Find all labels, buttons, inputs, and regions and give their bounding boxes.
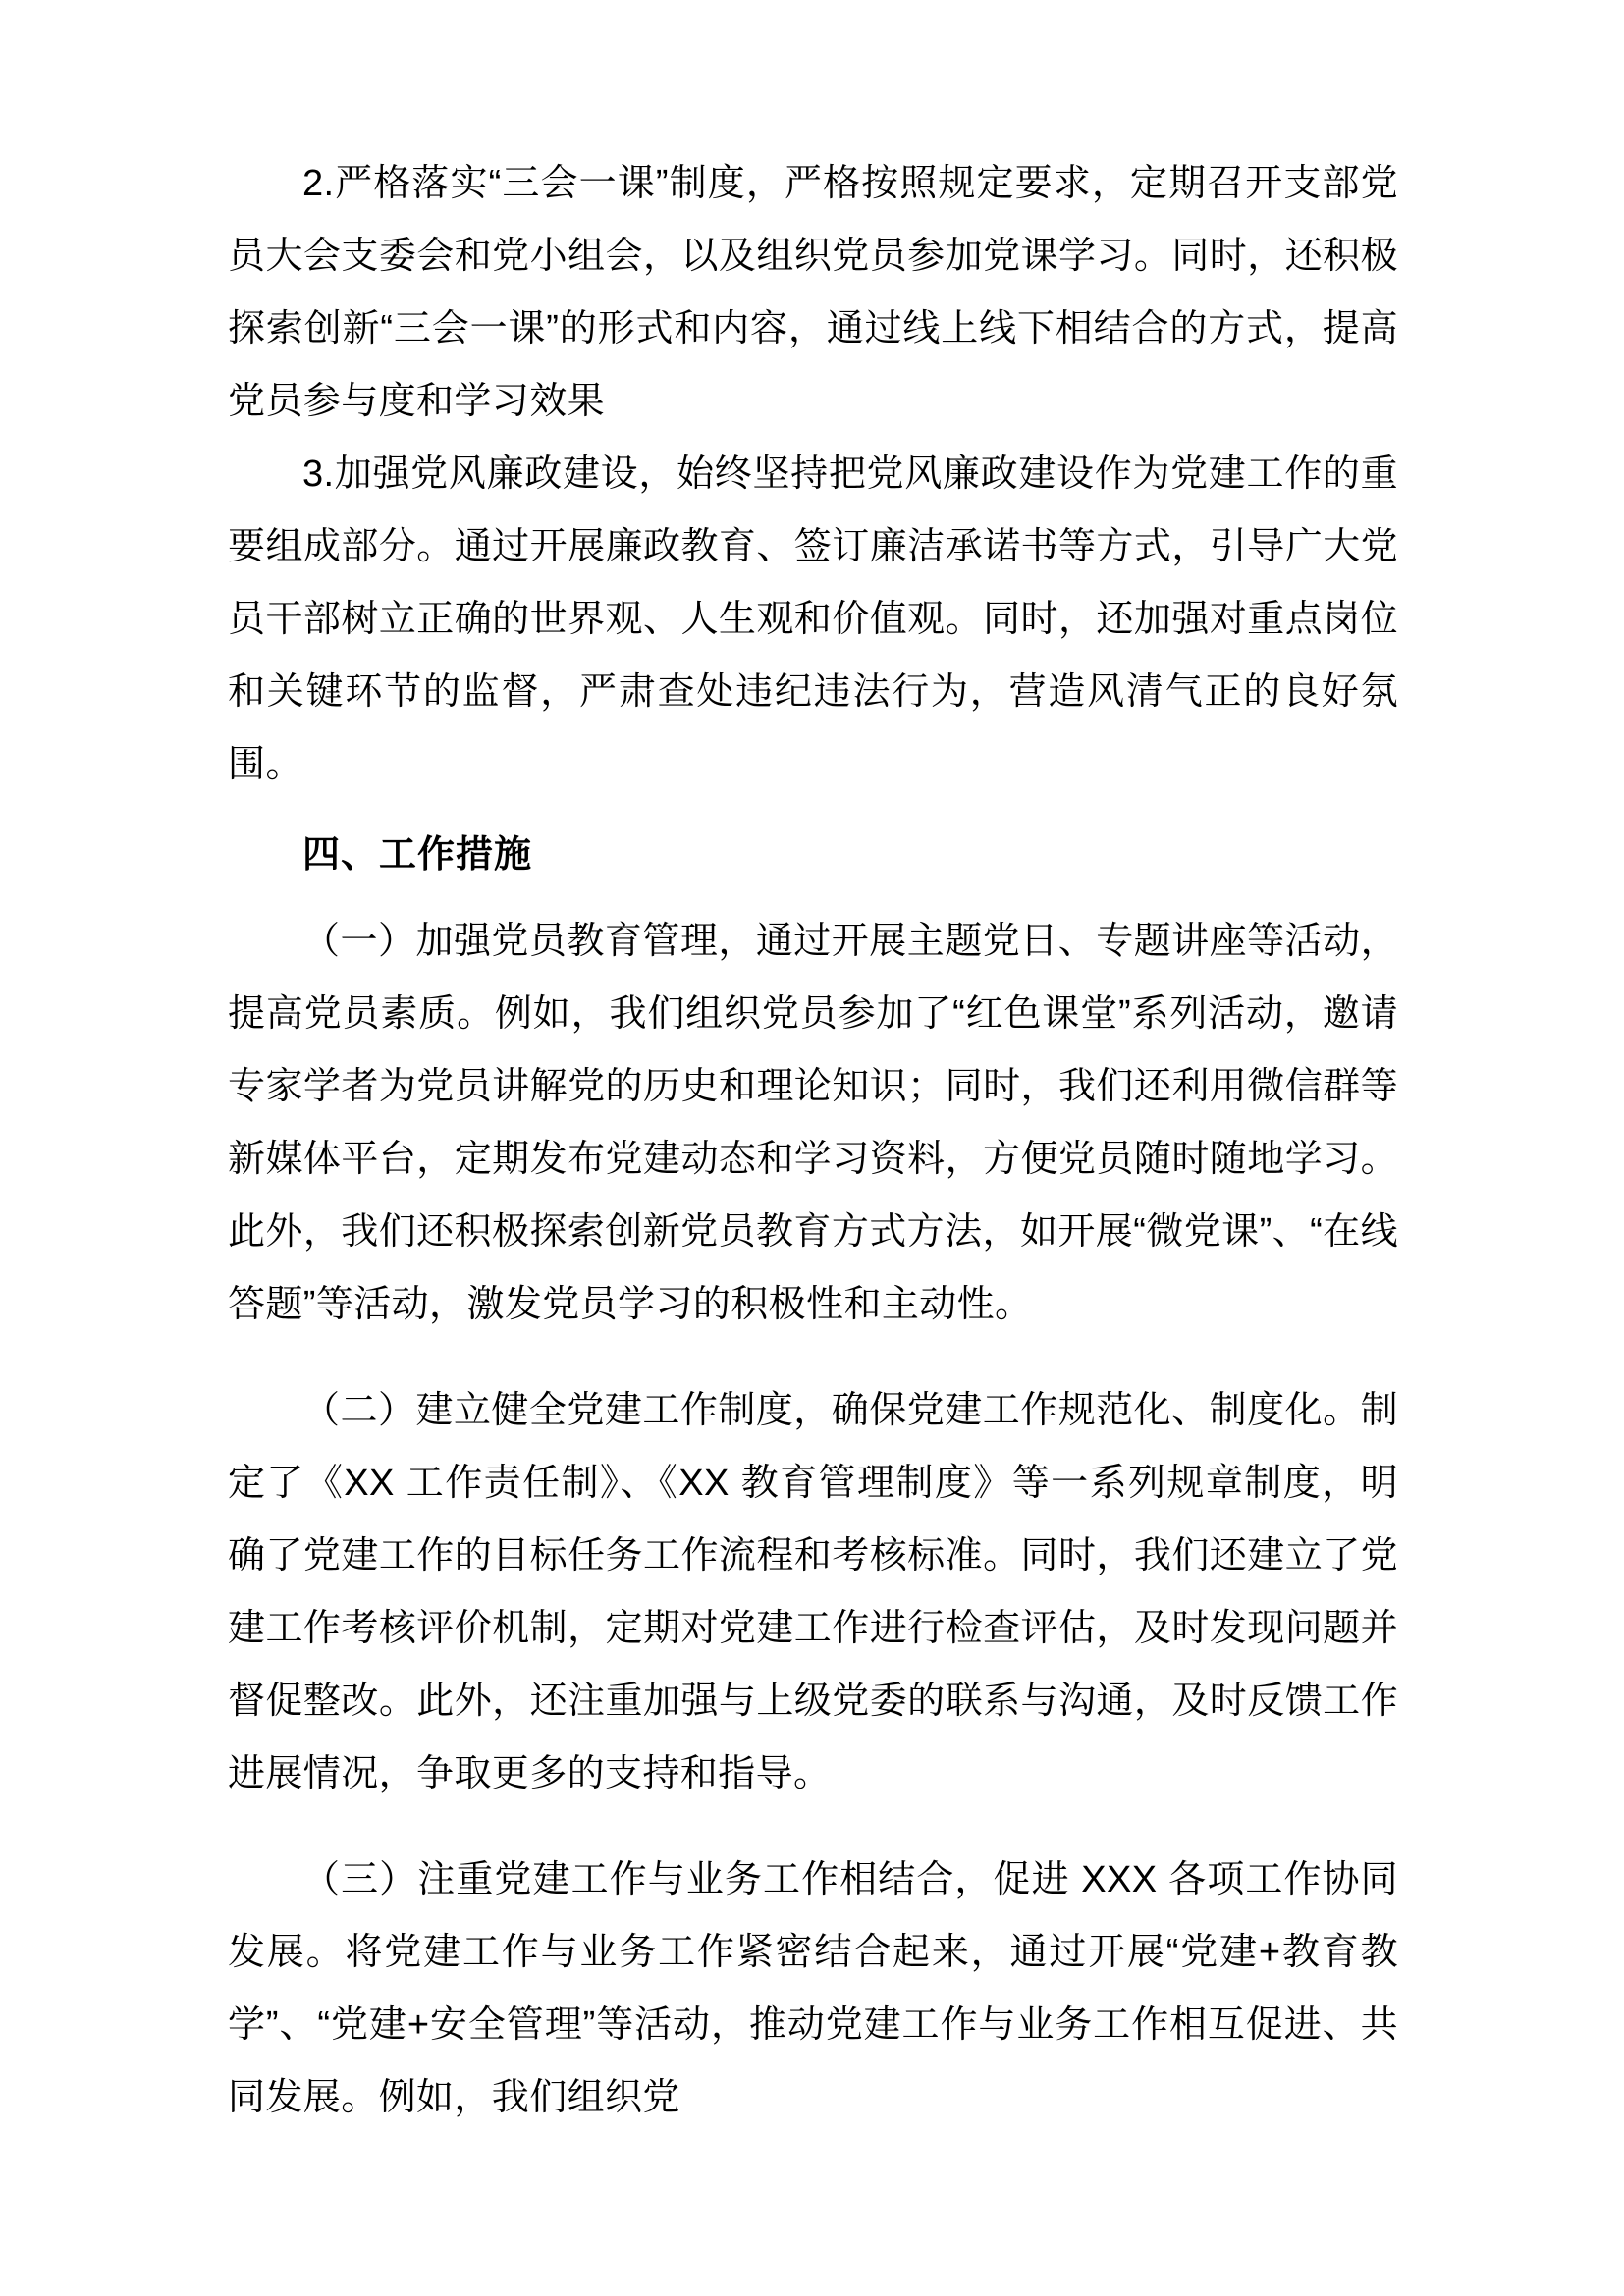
paragraph-item-2: 2.严格落实“三会一课”制度，严格按照规定要求，定期召开支部党员大会支委会和党小组会，以及组织党员参加党课学习。同时，还积极探索创新“三会一课”的形式和内容，通过线上线下相结合的方式，提高党员参与度和学习效果 (228, 163, 1398, 422)
section-heading-work-measures: 四、工作措施 (302, 834, 533, 876)
paragraph-measure-2: （二）建立健全党建工作制度，确保党建工作规范化、制度化。制定了《XX 工作责任制》、《XX 教育管理制度》等一系列规章制度，明确了党建工作的目标任务工作流程和考核标准。同时，我们还建立了党建工作考核评价机制，定期对党建工作进行检查评估，及时发现问题并督促整改。此外，还注重加强与上级党委的联系与沟通，及时反馈工作进展情况，争取更多的支持和指导。 (228, 1390, 1398, 1794)
paragraph-spacer (228, 1341, 1398, 1374)
paragraph-measure-1: （一）加强党员教育管理，通过开展主题党日、专题讲座等活动，提高党员素质。例如，我们组织党员参加了“红色课堂”系列活动，邀请专家学者为党员讲解党的历史和理论知识；同时，我们还利用微信群等新媒体平台，定期发布党建动态和学习资料，方便党员随时随地学习。此外，我们还积极探索创新党员教育方式方法，如开展“微党课”、“在线答题”等活动，激发党员学习的积极性和主动性。 (228, 921, 1398, 1325)
page-content (228, 147, 1398, 2134)
paragraph-measure-3: （三）注重党建工作与业务工作相结合，促进 XXX 各项工作协同发展。将党建工作与业务工作紧密结合起来，通过开展“党建+教育教学”、“党建+安全管理”等活动，推动党建工作与业务工作相互促进、共同发展。例如，我们组织党 (228, 1859, 1398, 2118)
paragraph-spacer (228, 1810, 1398, 1843)
paragraph-item-3: 3.加强党风廉政建设，始终坚持把党风廉政建设作为党建工作的重要组成部分。通过开展廉政教育、签订廉洁承诺书等方式，引导广大党员干部树立正确的世界观、人生观和价值观。同时，还加强对重点岗位和关键环节的监督，严肃查处违纪违法行为，营造风清气正的良好氛围。 (228, 454, 1398, 785)
